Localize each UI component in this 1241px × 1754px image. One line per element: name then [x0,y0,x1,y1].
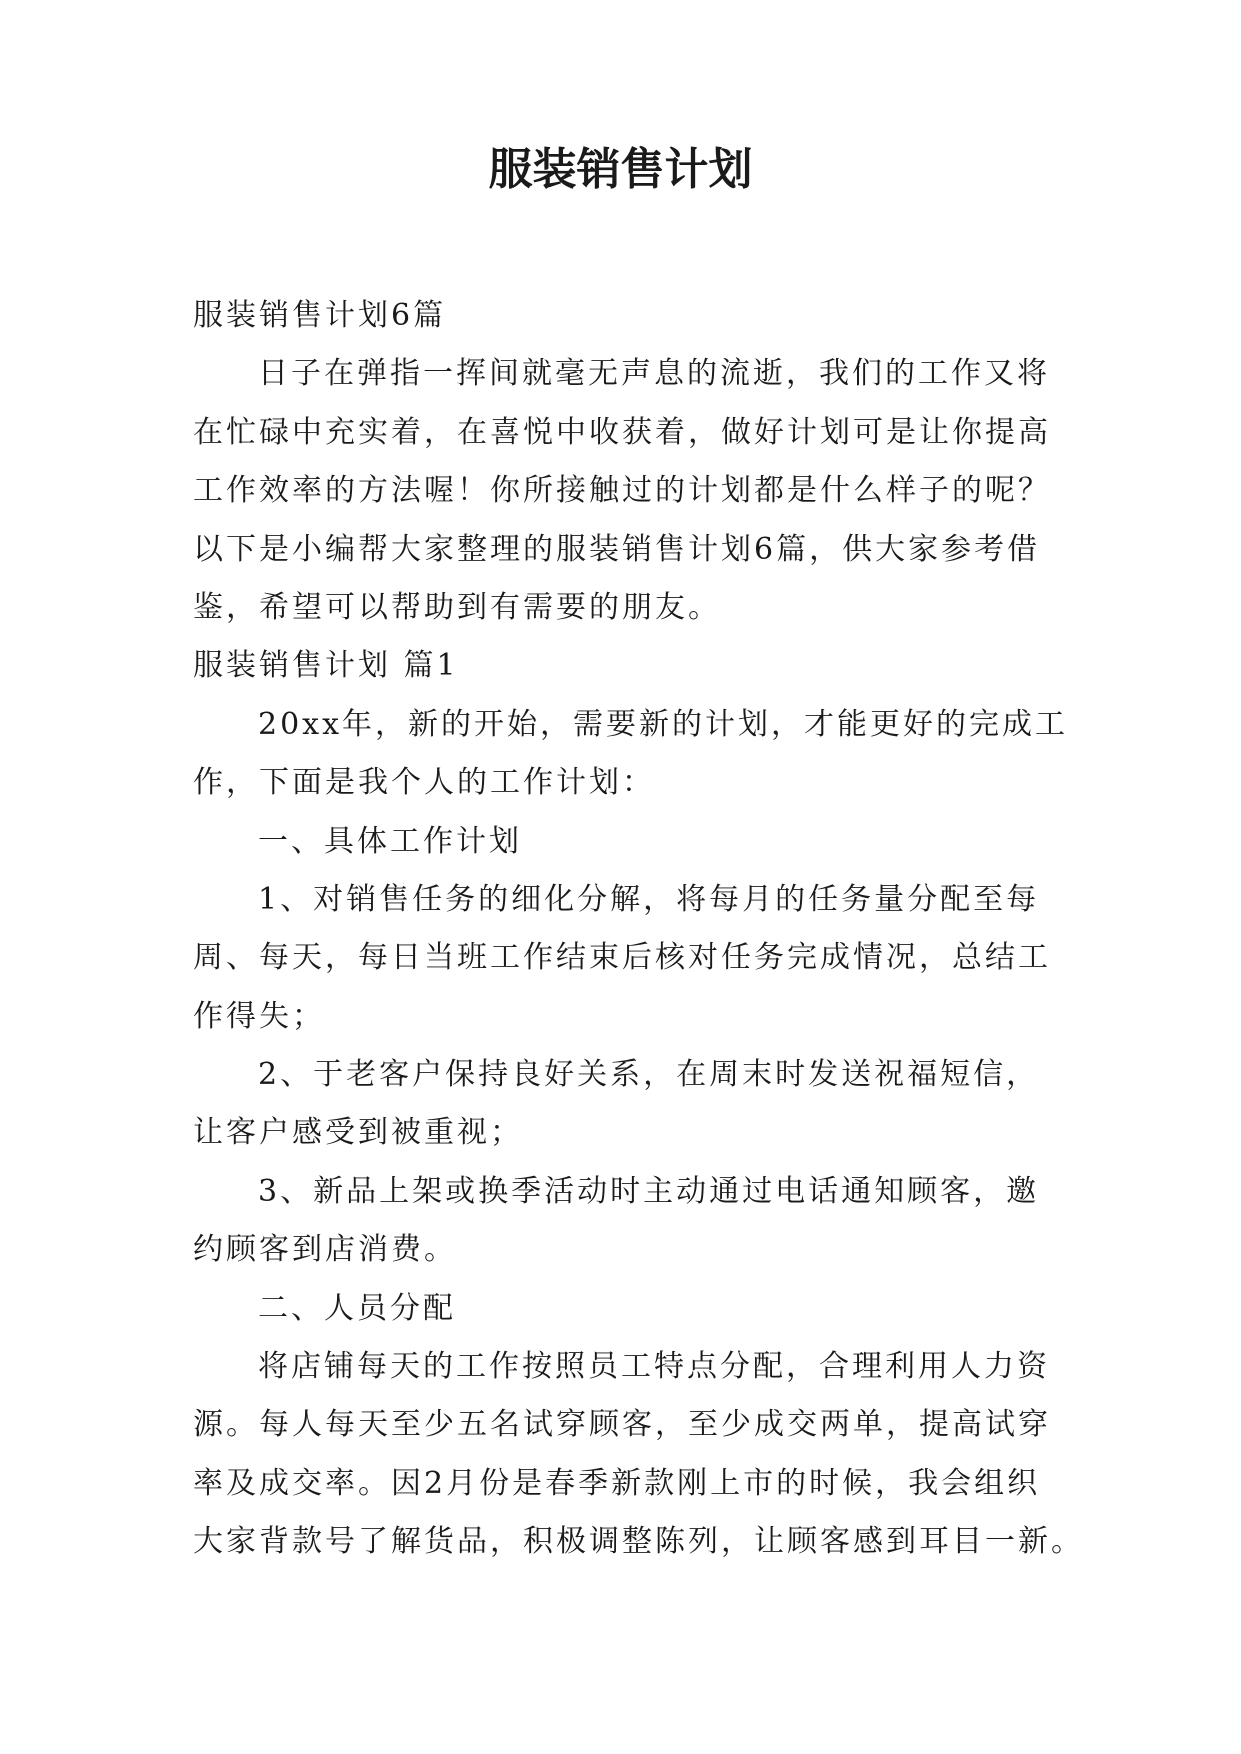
paragraph-line: 率及成交率。因2月份是春季新款刚上市的时候，我会组织 [193,1465,1041,1501]
intro-paragraph-line: 日子在弹指一挥间就毫无声息的流逝，我们的工作又将 [258,356,1050,392]
subtitle-line: 服装销售计划6篇 [193,298,447,333]
subheading-line: 一、具体工作计划 [258,823,522,859]
list-item-line: 3、新品上架或换季活动时主动通过电话通知顾客，邀 [258,1173,1040,1209]
list-item-line: 作得失； [193,998,325,1034]
document-title: 服装销售计划 [488,144,753,195]
list-item-line: 周、每天，每日当班工作结束后核对任务完成情况，总结工 [193,940,1051,976]
document-body [193,287,1084,1572]
list-item-line: 约顾客到店消费。 [193,1232,457,1268]
paragraph-line: 将店铺每天的工作按照员工特点分配，合理利用人力资 [258,1349,1050,1385]
intro-paragraph-line: 鉴，希望可以帮助到有需要的朋友。 [193,589,721,625]
paragraph-line: 大家背款号了解货品，积极调整陈列，让顾客感到耳目一新。 [193,1524,1084,1560]
section-heading: 服装销售计划 篇1 [193,648,459,684]
list-item-line: 让客户感受到被重视； [193,1115,523,1151]
paragraph-line: 源。每人每天至少五名试穿顾客，至少成交两单，提高试穿 [193,1407,1051,1443]
list-item-line: 1、对销售任务的细化分解，将每月的任务量分配至每 [258,881,1040,917]
paragraph-line: 作，下面是我个人的工作计划： [193,765,655,801]
intro-paragraph-line: 在忙碌中充实着，在喜悦中收获着，做好计划可是让你提高 [193,414,1051,450]
intro-paragraph-line: 工作效率的方法喔！你所接触过的计划都是什么样子的呢？ [193,473,1051,509]
list-item-line: 2、于老客户保持良好关系，在周末时发送祝福短信， [258,1057,1040,1093]
subheading-line: 二、人员分配 [258,1290,456,1326]
paragraph-line: 20xx年，新的开始，需要新的计划，才能更好的完成工 [258,706,1069,742]
intro-paragraph-line: 以下是小编帮大家整理的服装销售计划6篇，供大家参考借 [193,531,1041,567]
